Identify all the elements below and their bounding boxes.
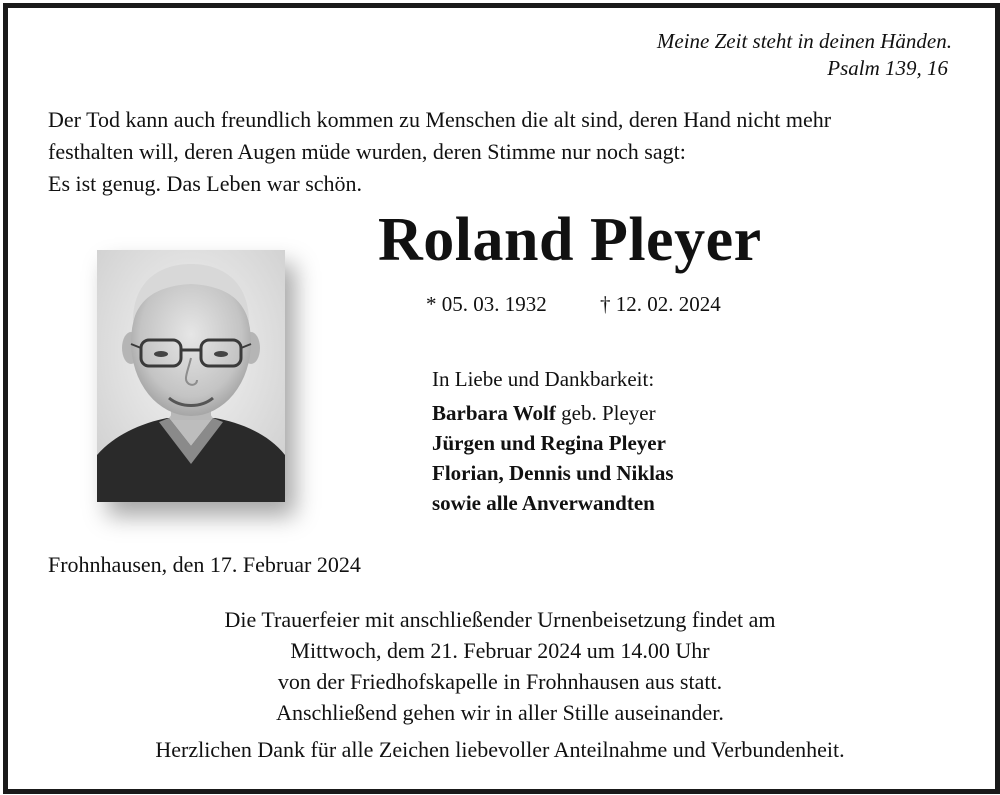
service-line-3: von der Friedhofskapelle in Frohnhausen aus statt. bbox=[277, 669, 723, 694]
motto bbox=[657, 28, 952, 82]
thanks-line: Herzlichen Dank für alle Zeichen liebevoller Anteilnahme und Verbundenheit. bbox=[155, 737, 845, 762]
birth-date: * 05. 03. 1932 bbox=[426, 292, 547, 316]
motto-line: Meine Zeit steht in deinen Händen. bbox=[656, 29, 952, 53]
intro-text bbox=[48, 104, 831, 200]
family-line-4: sowie alle Anverwandten bbox=[432, 491, 655, 515]
family-line-1 bbox=[432, 398, 674, 428]
family-heading: In Liebe und Dankbarkeit: bbox=[432, 367, 655, 391]
family-name-barbara: Barbara Wolf bbox=[432, 401, 556, 425]
family-signatures bbox=[432, 364, 674, 518]
place-and-date: Frohnhausen, den 17. Februar 2024 bbox=[48, 552, 361, 577]
motto-reference: Psalm 139, 16 bbox=[827, 56, 948, 80]
intro-line-3: Es ist genug. Das Leben war schön. bbox=[48, 171, 363, 196]
family-line-2: Jürgen und Regina Pleyer bbox=[432, 431, 666, 455]
funeral-service-info bbox=[0, 604, 1000, 728]
service-line-2: Mittwoch, dem 21. Februar 2024 um 14.00 Uhr bbox=[290, 638, 710, 663]
service-line-4: Anschließend gehen wir in aller Stille auseinander. bbox=[276, 700, 724, 725]
death-date: † 12. 02. 2024 bbox=[600, 292, 721, 316]
intro-line-1: Der Tod kann auch freundlich kommen zu Menschen die alt sind, deren Hand nicht mehr bbox=[48, 107, 832, 132]
service-line-1: Die Trauerfeier mit anschließender Urnenbeisetzung findet am bbox=[224, 607, 776, 632]
family-line-3: Florian, Dennis und Niklas bbox=[432, 461, 674, 485]
family-maiden-name: geb. Pleyer bbox=[555, 401, 656, 425]
deceased-name: Roland Pleyer bbox=[378, 206, 762, 274]
portrait-photo bbox=[97, 250, 285, 502]
intro-line-2: festhalten will, deren Augen müde wurden, deren Stimme nur noch sagt: bbox=[48, 139, 686, 164]
